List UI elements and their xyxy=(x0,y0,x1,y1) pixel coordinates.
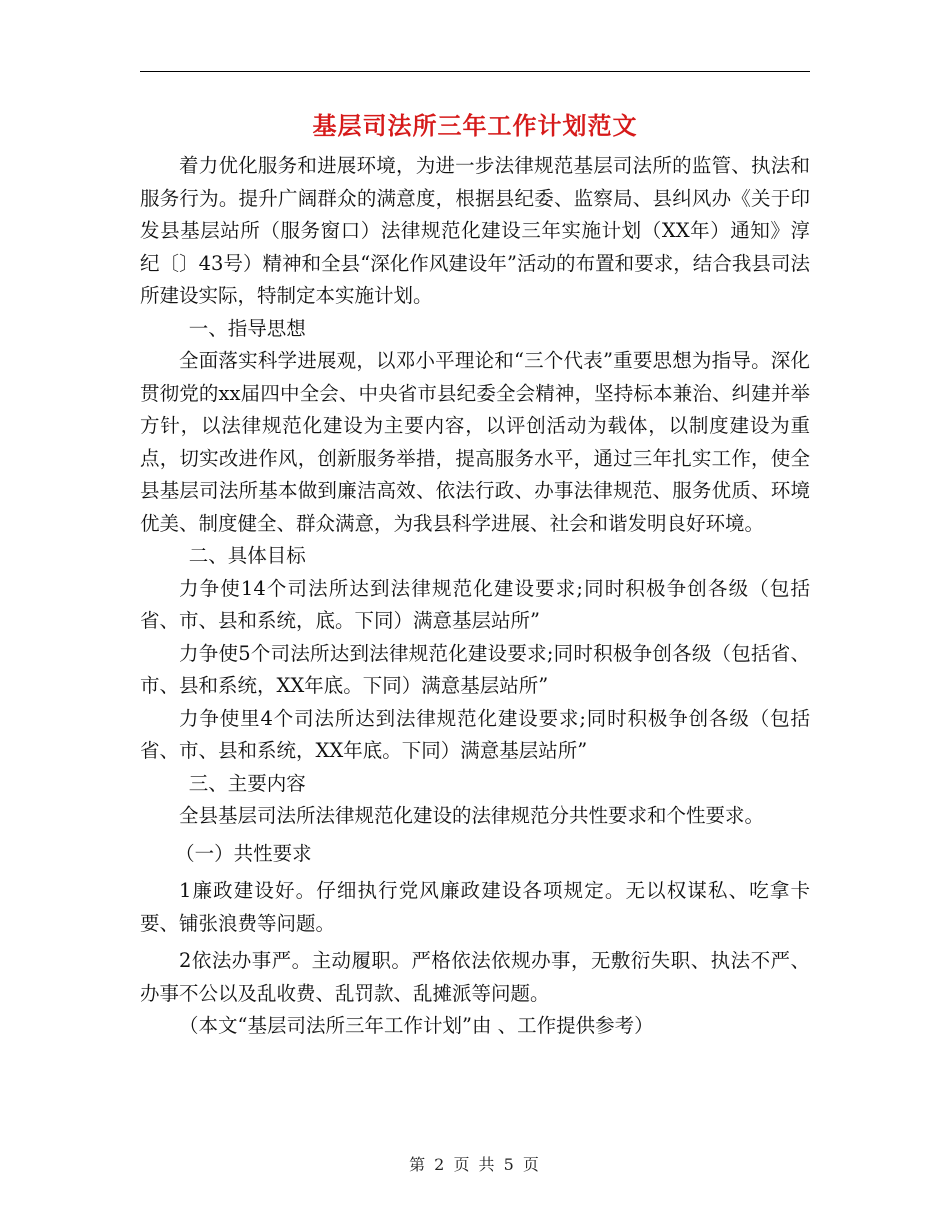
intro-paragraph: 着力优化服务和进展环境，为进一步法律规范基层司法所的监管、执法和服务行为。提升广阔群众的满意度，根据县纪委、监察局、县纠风办《关于印发县基层站所（服务窗口）法律规范化建设三年实施计划（XX年）通知》淳纪〔〕43号）精神和全县“深化作风建设年”活动的布置和要求，结合我县司法所建设实际，特制定本实施计划。 xyxy=(140,154,810,307)
document-title: 基层司法所三年工作计划范文 xyxy=(312,111,638,140)
source-note: （本文“基层司法所三年工作计划”由 、工作提供参考） xyxy=(179,1014,654,1037)
document-body xyxy=(140,150,810,1043)
page-number: 第 2 页 共 5 页 xyxy=(409,1155,541,1174)
requirement-item-2: 2依法办事严。主动履职。严格依法依规办事，无敷衍失职、执法不严、办事不公以及乱收费、乱罚款、乱摊派等问题。 xyxy=(140,949,810,1005)
requirement-item-1: 1廉政建设好。仔细执行党风廉政建设各项规定。无以权谋私、吃拿卡要、铺张浪费等问题。 xyxy=(140,879,810,935)
goal-paragraph-3: 力争使里4个司法所达到法律规范化建设要求;同时积极争创各级（包括省、市、县和系统，XX年底。下同）满意基层站所” xyxy=(140,706,810,762)
section-heading-main-content: 三、主要内容 xyxy=(188,771,306,795)
main-content-paragraph: 全县基层司法所法律规范化建设的法律规范分共性要求和个性要求。 xyxy=(179,804,765,827)
header-rule xyxy=(140,71,810,72)
section-heading-specific-goals: 二、具体目标 xyxy=(188,544,306,567)
goal-paragraph-2: 力争使5个司法所达到法律规范化建设要求;同时积极争创各级（包括省、市、县和系统，XX年底。下同）满意基层站所” xyxy=(140,641,810,697)
subsection-heading-common-requirements: （一）共性要求 xyxy=(175,841,312,865)
goal-paragraph-1: 力争使14个司法所达到法律规范化建设要求;同时积极争创各级（包括省、市、县和系统，底。下同）满意基层站所” xyxy=(140,576,810,632)
guiding-thought-paragraph: 全面落实科学进展观，以邓小平理论和“三个代表”重要思想为指导。深化贯彻党的xx届四中全会、中央省市县纪委全会精神，坚持标本兼治、纠建并举方针，以法律规范化建设为主要内容，以评创活动为载体，以制度建设为重点，切实改进作风，创新服务举措，提高服务水平，通过三年扎实工作，使全县基层司法所基本做到廉洁高效、依法行政、办事法律规范、服务优质、环境优美、制度健全、群众满意，为我县科学进展、社会和谐发明良好环境。 xyxy=(140,349,810,535)
section-heading-guiding-thought: 一、指导思想 xyxy=(188,316,306,340)
